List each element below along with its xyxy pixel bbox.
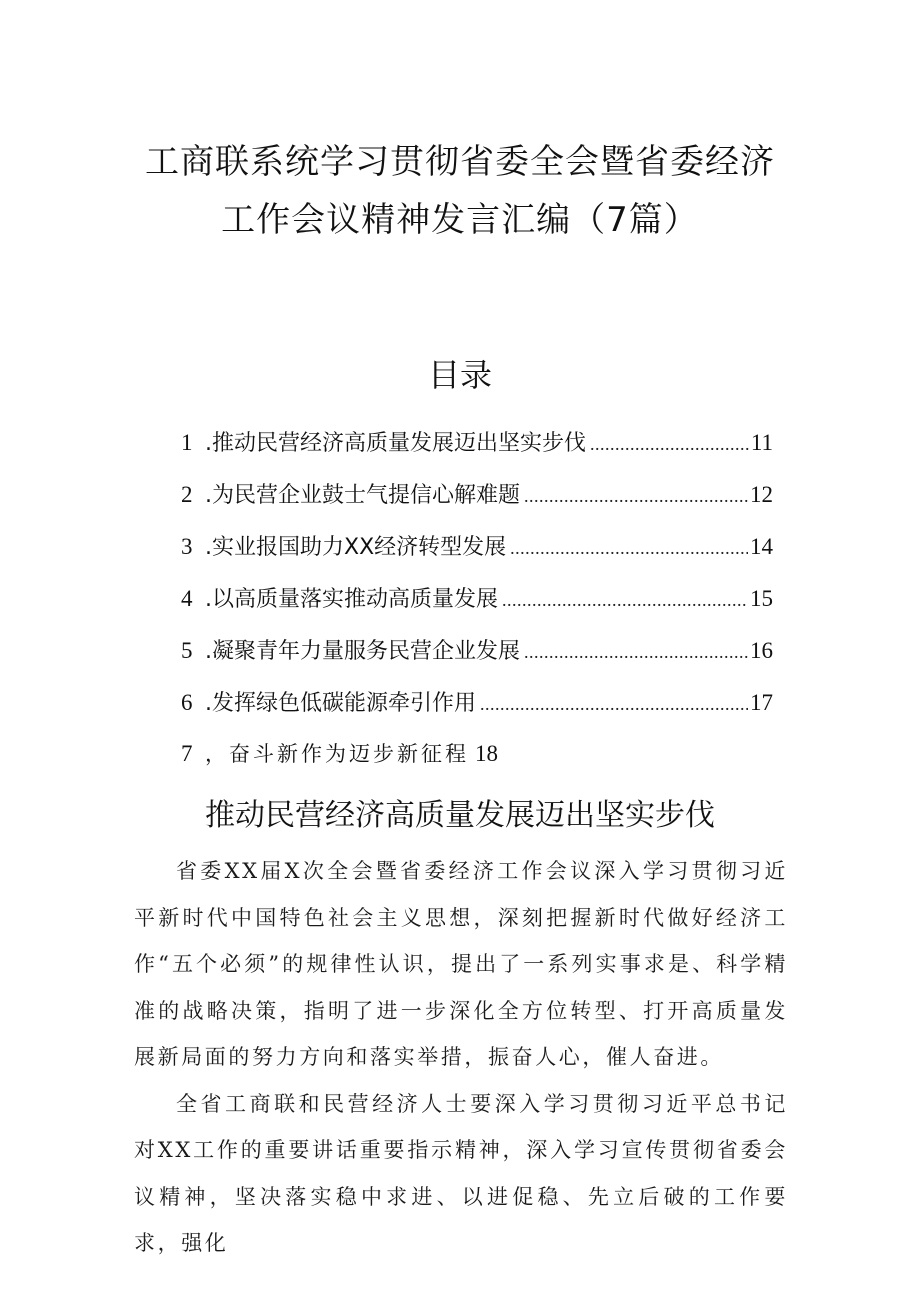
toc-leader-dots [524,486,748,507]
toc-entry-2[interactable] [181,478,773,530]
toc-entry-number: 4 [181,586,193,611]
toc-entry-5[interactable] [181,634,773,686]
toc-entry-number: 6 [181,690,193,715]
toc-entry-text: .实业报国助力XX经济转型发展 [205,535,507,560]
toc-entry-number: 1 [181,430,193,455]
toc-entry-text: ，奋斗新作为迈步新征程 [205,742,469,766]
section-title: 推动民营经济高质量发展迈出坚实步伐 [205,798,715,833]
toc-entry-page: 12 [750,482,773,507]
toc-entry-page: 15 [750,586,773,611]
toc-entry-number: 5 [181,638,193,663]
toc-entry-number: 3 [181,534,193,559]
toc-entry-page: 14 [750,534,773,559]
toc-leader-dots [480,694,748,715]
toc-leader-dots [502,590,748,611]
body-paragraph-1: 省委XX届X次全会暨省委经济工作会议深入学习贯彻习近平新时代中国特色社会主义思想，深刻把握新时代做好经济工作“五个必须”的规律性认识，提出了一系列实事求是、科学精准的战略决策，指明了进一步深化全方位转型、打开高质量发展新局面的努力方向和落实举措，振奋人心，催人奋进。 [134,859,788,1069]
toc-leader-dots [510,538,748,559]
toc-entry-page: 11 [750,430,773,455]
toc-entry-page: 17 [750,690,773,715]
toc-entry-text: .推动民营经济高质量发展迈出坚实步伐 [205,431,586,456]
toc-entry-page: 16 [750,638,773,663]
toc-entry-3[interactable] [181,530,773,582]
toc-entry-4[interactable] [181,582,773,634]
toc-entry-text: .为民营企业鼓士气提信心解难题 [205,483,520,508]
body-paragraph-2: 全省工商联和民营经济人士要深入学习贯彻习近平总书记对XX工作的重要讲话重要指示精神，深入学习宣传贯彻省委会议精神，坚决落实稳中求进、以进促稳、先立后破的工作要求，强化 [134,1091,788,1255]
toc-leader-dots [524,642,748,663]
toc-entry-number: 2 [181,482,193,507]
toc-entry-text: .凝聚青年力量服务民营企业发展 [205,639,520,664]
toc-entry-text: .发挥绿色低碳能源牵引作用 [205,691,476,716]
document-title-line-1: 工商联系统学习贯彻省委全会暨省委经济 [145,142,775,182]
toc-heading: 目录 [427,356,492,394]
toc-entry-text: .以高质量落实推动高质量发展 [205,587,498,612]
body-text [134,848,788,1267]
toc-entry-1[interactable] [181,426,773,478]
toc-entry-page: 18 [475,741,498,766]
document-title-line-2: 工作会议精神发言汇编（7篇） [221,200,699,240]
toc-entry-number: 7 [181,741,196,766]
toc-entry-6[interactable] [181,686,773,738]
table-of-contents [181,426,773,790]
toc-leader-dots [590,434,749,455]
toc-entry-7[interactable] [181,738,773,790]
